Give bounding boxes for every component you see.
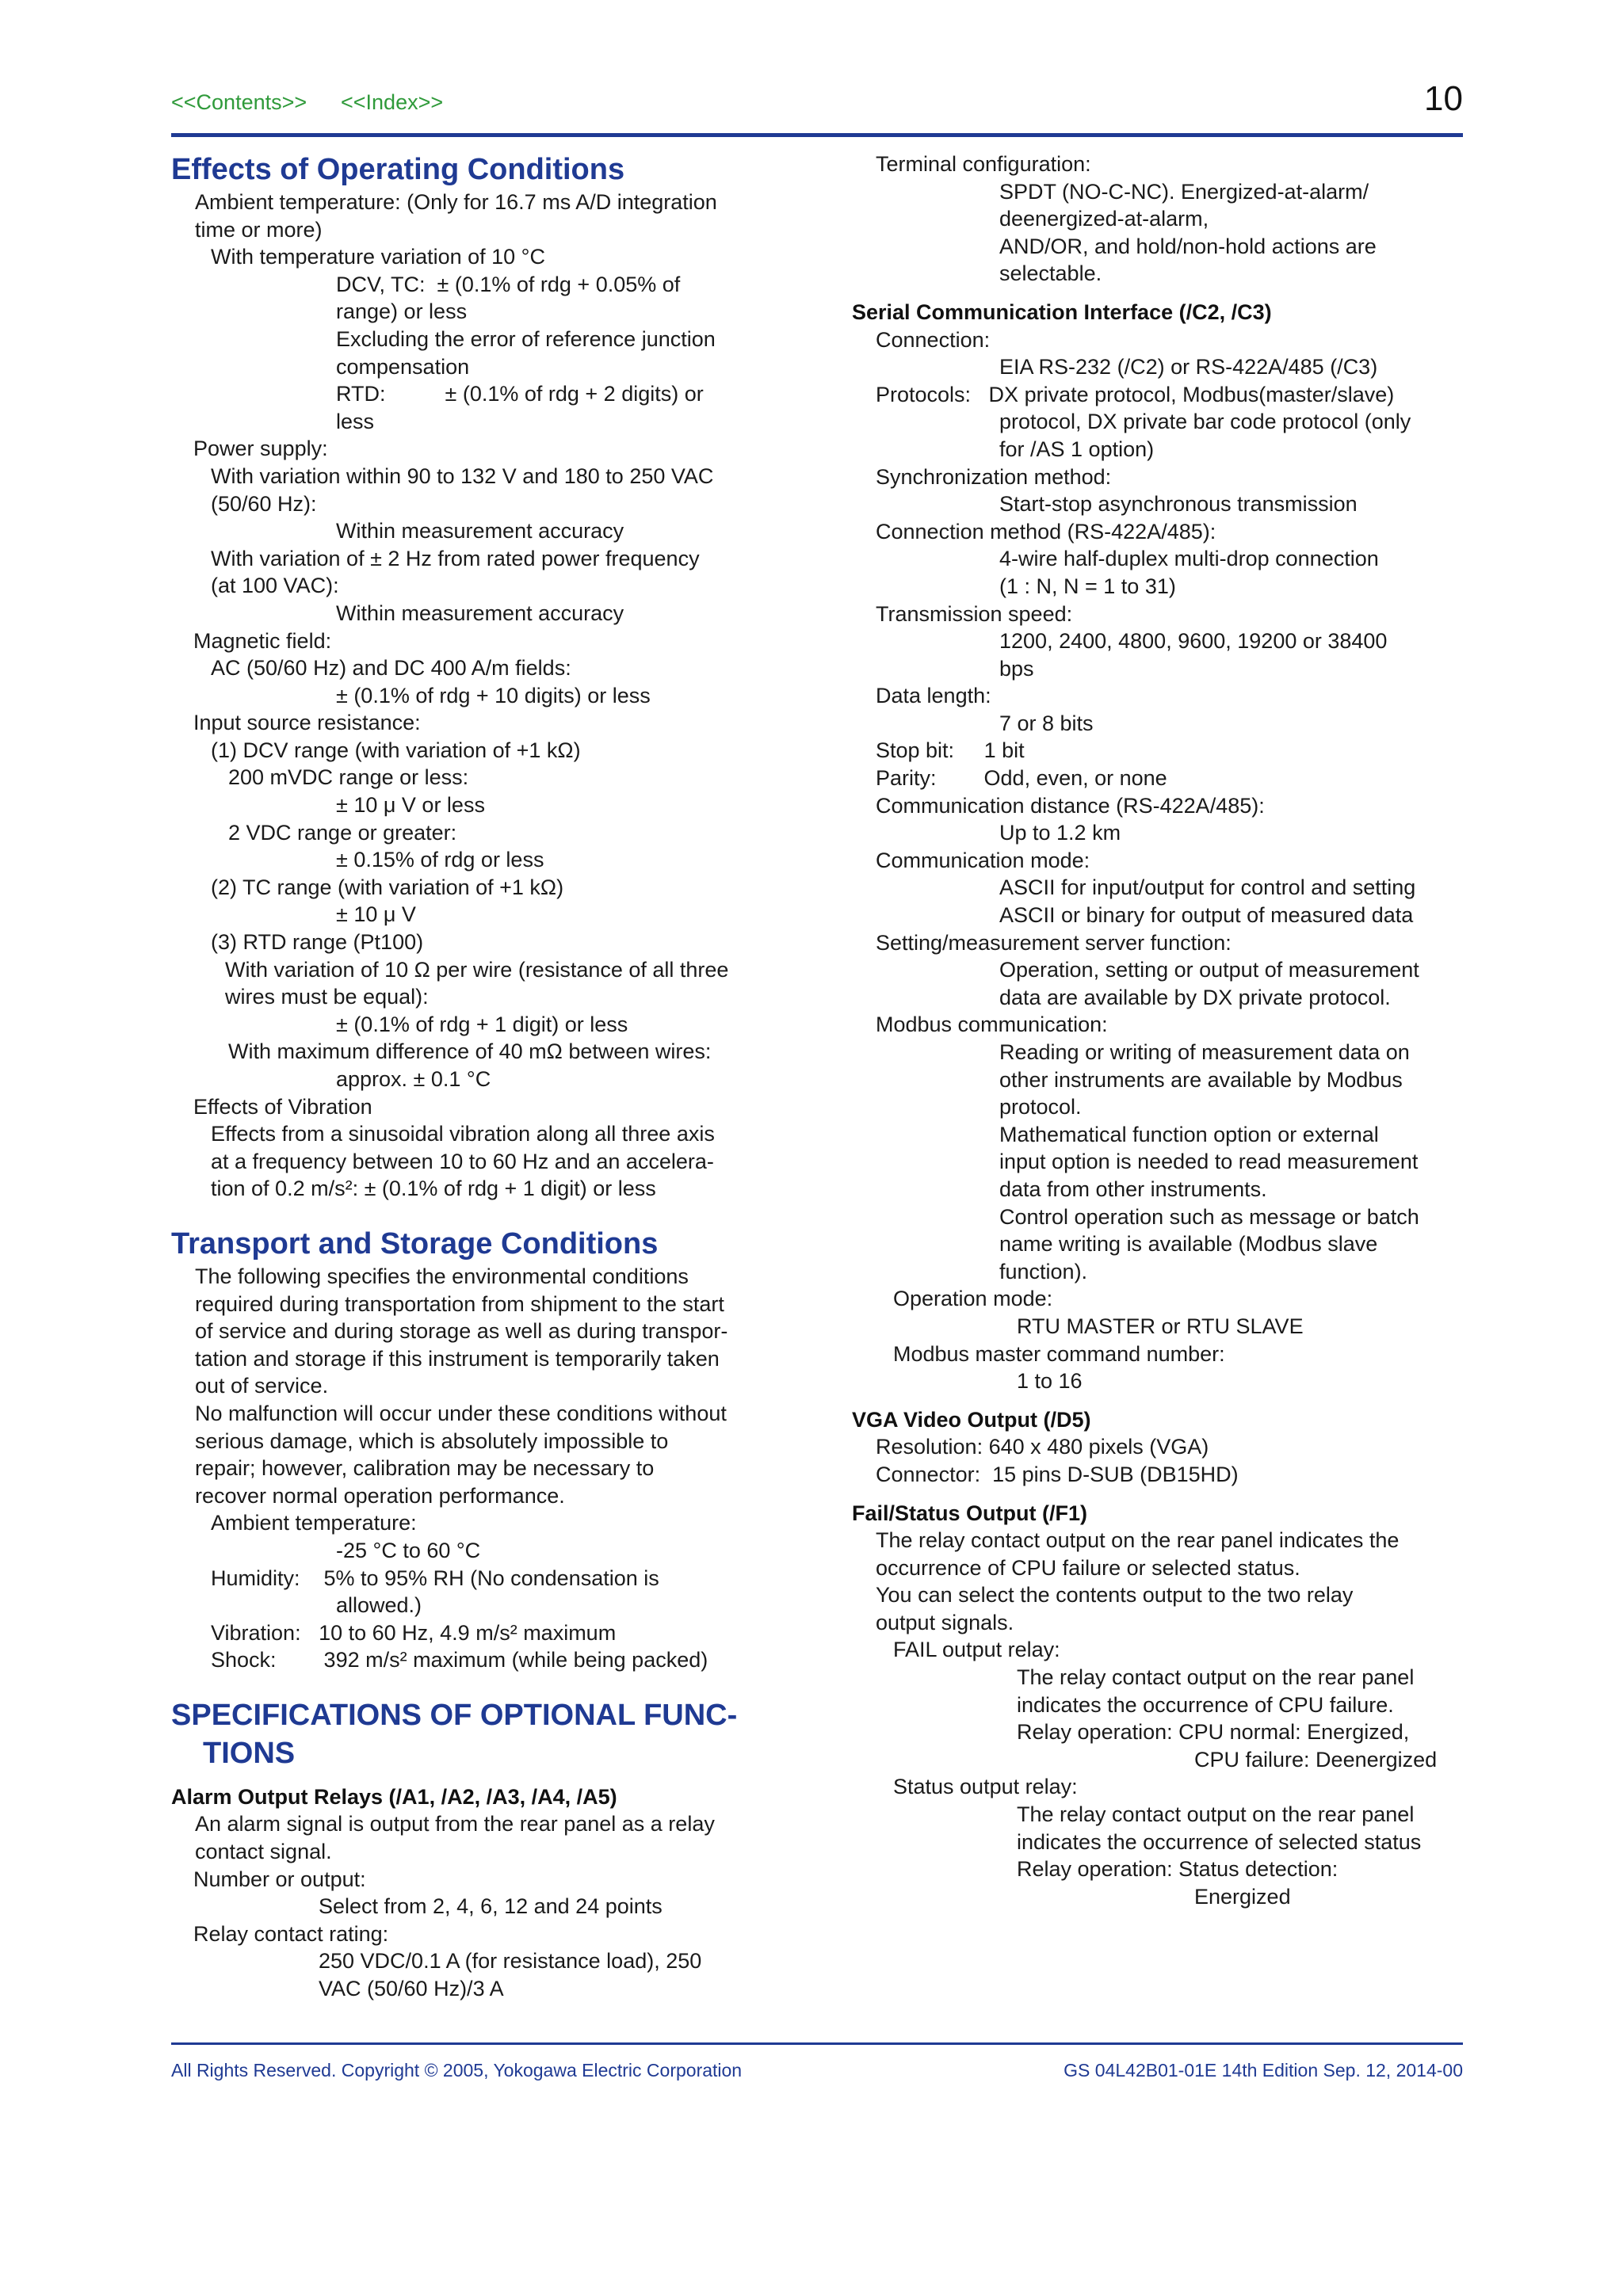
text-line: Protocols: DX private protocol, Modbus(master/slave) (876, 382, 1395, 406)
text-line: indicates the occurrence of CPU failure. (1017, 1692, 1394, 1717)
text-line: (1) DCV range (with variation of +1 kΩ) (211, 738, 581, 762)
text-line: compensation (336, 354, 470, 379)
text-line: (50/60 Hz): (211, 491, 317, 516)
text-line: protocol, DX private bar code protocol (only (999, 410, 1411, 434)
text-line: Shock: 392 m/s² maximum (while being packed) (211, 1648, 708, 1672)
text-line: Synchronization method: (876, 464, 1112, 489)
text-line: ± 0.15% of rdg or less (336, 848, 544, 872)
text-line: tation and storage if this instrument is temporarily taken (195, 1346, 720, 1371)
text-line: With variation within 90 to 132 V and 180 to 250 VAC (211, 463, 714, 488)
text-line: protocol. (999, 1095, 1082, 1119)
text-line: DCV, TC: ± (0.1% of rdg + 0.05% of (336, 272, 681, 296)
text-line: Modbus master command number: (893, 1341, 1225, 1366)
text-line: contact signal. (195, 1840, 332, 1864)
spacer (852, 1395, 1470, 1406)
section-heading: Effects of Operating Conditions (171, 153, 625, 186)
text-line: Relay contact rating: (193, 1921, 389, 1946)
section-heading: Transport and Storage Conditions (171, 1226, 659, 1261)
text-line: selectable. (999, 261, 1102, 286)
page-header (171, 79, 1463, 132)
text-line: Relay operation: Status detection: (1017, 1857, 1338, 1882)
text-line: required during transportation from shipment to the start (195, 1291, 724, 1316)
text-line: Reading or writing of measurement data on (999, 1040, 1410, 1064)
text-line: Operation mode: (893, 1287, 1053, 1311)
text-line: 200 mVDC range or less: (228, 765, 469, 790)
text-line: 1200, 2400, 4800, 9600, 19200 or 38400 (999, 629, 1388, 654)
text-line: bps (999, 656, 1034, 681)
text-line: Data length: (876, 684, 991, 708)
text-line: The relay contact output on the rear panel indicates the (876, 1528, 1400, 1553)
page-number: 10 (1424, 79, 1463, 118)
spacer (852, 1489, 1470, 1500)
text-line: You can select the contents output to the two relay (876, 1583, 1354, 1608)
footer-copyright: All Rights Reserved. Copyright © 2005, Yokogawa Electric Corporation (171, 2060, 743, 2081)
text-line: With variation of ± 2 Hz from rated power frequency (211, 546, 700, 570)
subsection-heading: VGA Video Output (/D5) (852, 1407, 1091, 1432)
text-line: Vibration: 10 to 60 Hz, 4.9 m/s² maximum (211, 1620, 617, 1645)
text-line: Ambient temperature: (Only for 16.7 ms A/D integration (195, 190, 717, 214)
text-line: Power supply: (193, 437, 328, 461)
text-line: Humidity: 5% to 95% RH (No condensation is (211, 1566, 659, 1590)
text-line: Effects from a sinusoidal vibration along all three axis (211, 1122, 715, 1146)
text-line: Up to 1.2 km (999, 821, 1121, 845)
text-line: Connector: 15 pins D-SUB (DB15HD) (876, 1462, 1239, 1486)
text-line: (2) TC range (with variation of +1 kΩ) (211, 875, 564, 899)
text-line: Operation, setting or output of measurement (999, 958, 1419, 982)
text-line: of service and during storage as well as during transpor- (195, 1319, 728, 1344)
text-line: Within measurement accuracy (336, 519, 624, 543)
text-line: 7 or 8 bits (999, 711, 1094, 735)
text-line: Resolution: 640 x 480 pixels (VGA) (876, 1435, 1209, 1459)
text-line: function). (999, 1259, 1088, 1283)
header-rule (171, 133, 1463, 137)
text-line: ± (0.1% of rdg + 1 digit) or less (336, 1012, 628, 1036)
text-line: Transmission speed: (876, 601, 1073, 626)
text-line: Effects of Vibration (193, 1094, 372, 1119)
text-line: input option is needed to read measurement (999, 1150, 1419, 1174)
text-line: allowed.) (336, 1593, 422, 1618)
text-line: The relay contact output on the rear panel (1017, 1665, 1415, 1690)
text-line: Energized (1194, 1884, 1291, 1909)
text-line: indicates the occurrence of selected status (1017, 1829, 1422, 1854)
subsection-heading: Serial Communication Interface (/C2, /C3) (852, 299, 1272, 324)
text-line: deenergized-at-alarm, (999, 207, 1209, 231)
text-line: range) or less (336, 299, 468, 324)
text-line: ± 10 μ V (336, 902, 416, 927)
text-line: approx. ± 0.1 °C (336, 1067, 491, 1091)
text-line: Start-stop asynchronous transmission (999, 492, 1358, 517)
text-line: name writing is available (Modbus slave (999, 1232, 1378, 1257)
text-line: Parity: Odd, even, or none (876, 766, 1167, 791)
text-line: Within measurement accuracy (336, 601, 624, 625)
text-line: output signals. (876, 1610, 1014, 1634)
text-line: The following specifies the environmental conditions (195, 1264, 689, 1288)
text-line: (1 : N, N = 1 to 31) (999, 574, 1176, 598)
text-line: repair; however, calibration may be necessary to (195, 1456, 655, 1481)
text-line: ASCII or binary for output of measured data (999, 903, 1414, 928)
text-line: recover normal operation performance. (195, 1483, 565, 1508)
text-line: Excluding the error of reference junction (336, 326, 716, 351)
subsection-heading: Alarm Output Relays (/A1, /A2, /A3, /A4, /A5) (171, 1784, 617, 1809)
text-line: Status output relay: (893, 1775, 1078, 1799)
text-line: ASCII for input/output for control and setting (999, 875, 1416, 900)
text-line: SPDT (NO-C-NC). Energized-at-alarm/ (999, 179, 1369, 204)
text-line: Mathematical function option or external (999, 1122, 1379, 1146)
text-line: Terminal configuration: (876, 152, 1091, 176)
text-line: 2 VDC range or greater: (228, 820, 457, 845)
text-line: time or more) (195, 217, 323, 242)
text-line: data from other instruments. (999, 1177, 1267, 1201)
section-heading: TIONS (203, 1736, 296, 1770)
text-line: -25 °C to 60 °C (336, 1538, 481, 1562)
text-line: Communication mode: (876, 848, 1090, 872)
text-line: ± (0.1% of rdg + 10 digits) or less (336, 683, 651, 707)
text-line: out of service. (195, 1374, 329, 1398)
text-line: No malfunction will occur under these conditions without (195, 1401, 727, 1425)
text-line: tion of 0.2 m/s²: ± (0.1% of rdg + 1 digit) or less (211, 1177, 656, 1201)
text-line: Number or output: (193, 1867, 366, 1891)
text-line: Control operation such as message or batch (999, 1204, 1419, 1229)
text-line: VAC (50/60 Hz)/3 A (319, 1977, 504, 2001)
text-line: Magnetic field: (193, 628, 332, 653)
text-line: Modbus communication: (876, 1013, 1108, 1037)
contents-link[interactable]: <<Contents>> (171, 90, 307, 114)
text-line: With variation of 10 Ω per wire (resistance of all three (225, 957, 729, 982)
text-line: The relay contact output on the rear panel (1017, 1802, 1415, 1827)
section-heading: SPECIFICATIONS OF OPTIONAL FUNC- (171, 1698, 738, 1732)
text-line: RTU MASTER or RTU SLAVE (1017, 1314, 1304, 1338)
spacer (852, 288, 1470, 299)
text-line: Communication distance (RS-422A/485): (876, 793, 1265, 818)
right-column (852, 151, 1470, 1910)
text-line: CPU failure: Deenergized (1194, 1747, 1438, 1772)
text-line: (3) RTD range (Pt100) (211, 930, 424, 955)
text-line: 1 to 16 (1017, 1369, 1083, 1394)
text-line: ± 10 μ V or less (336, 793, 485, 818)
spacer (171, 1674, 797, 1696)
text-line: AND/OR, and hold/non-hold actions are (999, 234, 1377, 258)
index-link[interactable]: <<Index>> (341, 90, 444, 114)
subsection-heading: Fail/Status Output (/F1) (852, 1501, 1087, 1525)
spacer (171, 1203, 797, 1225)
text-line: 250 VDC/0.1 A (for resistance load), 250 (319, 1949, 702, 1974)
text-line: less (336, 409, 375, 433)
text-line: data are available by DX private protocol. (999, 985, 1391, 1009)
text-line: for /AS 1 option) (999, 437, 1155, 461)
text-line: Setting/measurement server function: (876, 930, 1232, 955)
text-line: 4-wire half-duplex multi-drop connection (999, 547, 1379, 571)
text-line: RTD: ± (0.1% of rdg + 2 digits) or (336, 382, 704, 406)
spacer (171, 1772, 797, 1783)
left-column (171, 151, 797, 2003)
footer-doc-id: GS 04L42B01-01E 14th Edition Sep. 12, 2014-00 (1064, 2060, 1463, 2081)
text-line: With maximum difference of 40 mΩ between wires: (228, 1039, 712, 1064)
text-line: serious damage, which is absolutely impossible to (195, 1428, 669, 1453)
footer-rule (171, 2042, 1463, 2045)
text-line: FAIL output relay: (893, 1638, 1060, 1662)
text-line: With temperature variation of 10 °C (211, 245, 545, 269)
text-line: Select from 2, 4, 6, 12 and 24 points (319, 1894, 663, 1919)
text-line: Connection method (RS-422A/485): (876, 519, 1216, 543)
text-line: (at 100 VAC): (211, 574, 339, 598)
text-line: Relay operation: CPU normal: Energized, (1017, 1720, 1410, 1745)
text-line: at a frequency between 10 to 60 Hz and an accelera- (211, 1149, 714, 1173)
text-line: An alarm signal is output from the rear panel as a relay (195, 1812, 715, 1836)
text-line: AC (50/60 Hz) and DC 400 A/m fields: (211, 656, 571, 681)
text-line: other instruments are available by Modbus (999, 1067, 1403, 1092)
text-line: Input source resistance: (193, 711, 421, 735)
text-line: wires must be equal): (225, 985, 429, 1009)
text-line: EIA RS-232 (/C2) or RS-422A/485 (/C3) (999, 355, 1378, 379)
text-line: Stop bit: 1 bit (876, 738, 1025, 763)
text-line: occurrence of CPU failure or selected status. (876, 1555, 1300, 1580)
text-line: Connection: (876, 327, 991, 352)
text-line: Ambient temperature: (211, 1511, 417, 1535)
